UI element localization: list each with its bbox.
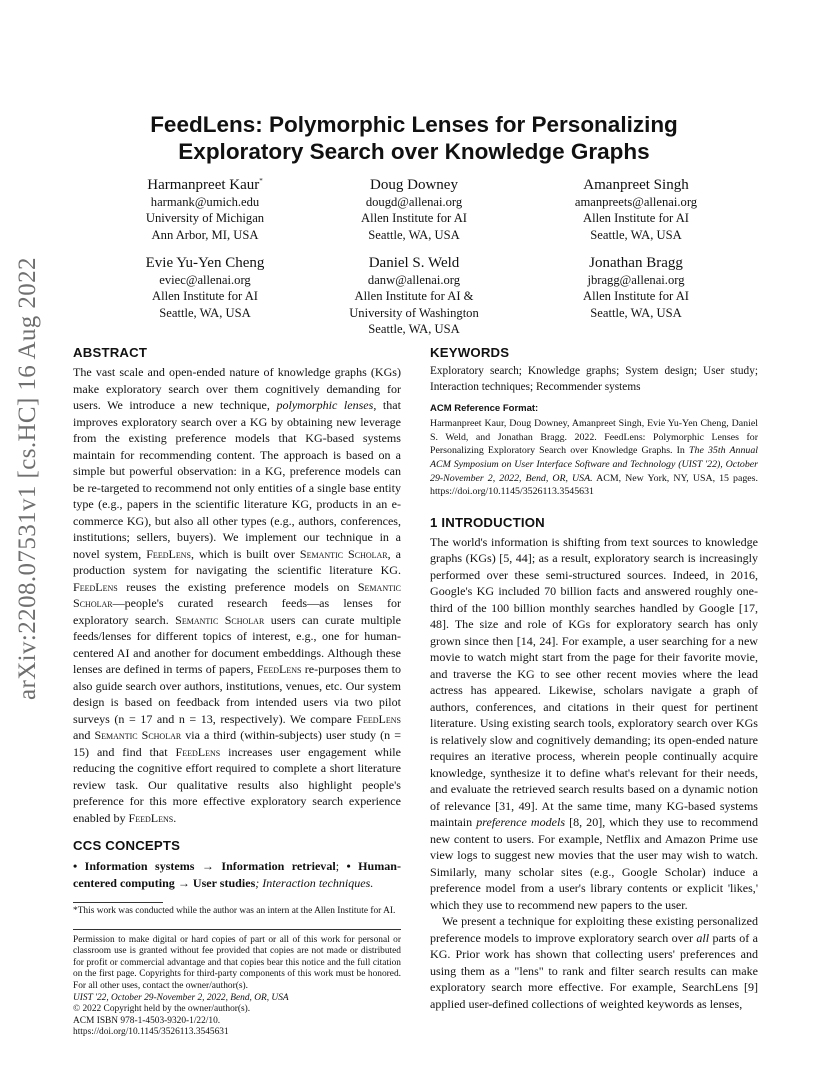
author-block (516, 254, 756, 321)
footnote-rule (73, 902, 163, 903)
author-block (85, 176, 325, 243)
permission-text: Permission to make digital or hard copies of part or all of this work for personal or classroom use is granted without fee provided that copies are not made or distributed for profit or commercial advantage and that copies bear this notice and the full citation on the first page. Copyrights for third-party components of this work must be honored. For all other uses, contact the owner/author(s). (73, 934, 401, 991)
title-line-2: Exploratory Search over Knowledge Graphs (178, 139, 650, 164)
author-name: Jonathan Bragg (589, 255, 683, 271)
author-affiliation: University of Michigan (145, 211, 265, 226)
ccs-concepts: • Information systems → Information retrieval; • Human-centered computing → User studies; Interaction techniques. (73, 859, 401, 890)
author-affiliation-2: University of Washington (349, 305, 479, 320)
author-email: danw@allenai.org (367, 273, 461, 287)
author-affiliation: Allen Institute for AI (583, 289, 689, 304)
author-location: Seattle, WA, USA (159, 305, 251, 320)
author-affiliation: Allen Institute for AI (583, 211, 689, 226)
author-email: eviec@allenai.org (159, 273, 251, 287)
copyright-line: © 2022 Copyright held by the owner/author(s). (73, 1004, 251, 1015)
footnote: *This work was conducted while the author was an intern at the Allen Institute for AI. (73, 906, 396, 916)
author-location: Seattle, WA, USA (590, 305, 682, 320)
author-name: Harmanpreet Kaur (147, 177, 260, 193)
author-affiliation: Allen Institute for AI (361, 211, 467, 226)
author-email: harmank@umich.edu (150, 195, 260, 209)
author-location: Ann Arbor, MI, USA (151, 227, 259, 242)
acm-ref-text: Harmanpreet Kaur, Doug Downey, Amanpreet Singh, Evie Yu-Yen Cheng, Daniel S. Weld, and Jonathan Bragg. 2022. FeedLens: Polymorphic Lenses for Personalizing Exploratory Search over Knowledge Graphs. In The 35th Annual ACM Symposium on User Interface Software and Technology (UIST '22), October 29-November 2, 2022, Bend, OR, USA. ACM, New York, NY, USA, 15 pages. https://doi.org/10.1145/3526113.3545631 (430, 418, 758, 498)
author-name: Evie Yu-Yen Cheng (145, 255, 265, 271)
acm-ref-heading: ACM Reference Format: (430, 403, 539, 415)
author-name: Amanpreet Singh (583, 177, 689, 193)
paper-title (100, 111, 728, 165)
author-block (516, 176, 756, 243)
author-block (85, 254, 325, 321)
intro-paragraph-1: The world's information is shifting from text sources to knowledge graphs (KGs) [5, 44]; as a result, exploratory search is increasingly performed over these semi-structured sources. Indeed, in 2016, Google's KG included 70 billion facts and answered roughly one-third of the 100 billion monthly searches handled by Google [17, 48]. The size and role of KGs for exploratory search has only grown since then [14, 24]. For example, a user searching for a new movie to watch might start from the page for their favorite movie, and traverse the KG to see other recent movies where the lead actress has appeared. Likewise, scholars navigate a graph of authors, conferences, and citations in their quest for pertinent literature. Using existing search tools, exploratory search over KGs is relatively slow and cognitively demanding; its open-ended nature requires an iterative process, wherein people continually acquire knowledge, synthesize it to define what's relevant for their needs, and evaluate the retrieved search results based on a dynamic notion of relevance [31, 49]. At the same time, many KG-based systems maintain preference models [8, 20], which they use to recommend new content to users. For example, Netflix and Amazon Prime use view logs to suggest new movies that the user may wish to watch. Similarly, many scholar sites (e.g., Google Scholar) induce a preference model from a user's library contents or explicit 'likes,' which they use to recommend new papers to the user. (430, 534, 758, 912)
doi-line: https://doi.org/10.1145/3526113.3545631 (73, 1027, 229, 1038)
author-name: Daniel S. Weld (368, 255, 460, 271)
arxiv-stamp: arXiv:2208.07531v1 [cs.HC] 16 Aug 2022 (14, 257, 41, 700)
isbn-line: ACM ISBN 978-1-4503-9320-1/22/10. (73, 1015, 221, 1026)
keywords-heading: KEYWORDS (430, 345, 510, 360)
author-block (294, 176, 534, 243)
author-email: dougd@allenai.org (365, 195, 463, 209)
author-location: Seattle, WA, USA (590, 227, 682, 242)
author-footnote-mark: * (259, 177, 263, 185)
author-affiliation: Allen Institute for AI (152, 289, 258, 304)
keywords-text: Exploratory search; Knowledge graphs; System design; User study; Interaction techniques; Recommender systems (430, 365, 758, 393)
title-line-1: FeedLens: Polymorphic Lenses for Personalizing (150, 112, 678, 137)
author-email: amanpreets@allenai.org (574, 195, 698, 209)
author-name: Doug Downey (370, 177, 458, 193)
author-email: jbragg@allenai.org (587, 273, 685, 287)
author-block (294, 254, 534, 338)
intro-heading: 1 INTRODUCTION (430, 514, 545, 530)
permission-block (73, 929, 401, 1039)
left-column (73, 345, 401, 1039)
venue-line: UIST '22, October 29-November 2, 2022, Bend, OR, USA (73, 992, 289, 1003)
author-location: Seattle, WA, USA (368, 322, 460, 337)
abstract-text: The vast scale and open-ended nature of knowledge graphs (KGs) make exploratory search over them cognitively demanding for users. We introduce a new technique, polymorphic lenses, that improves exploratory search over a KG by obtaining new leverage from the existing preference models that KG-based systems maintain for recommending content. The approach is based on a simple but powerful observation: in a KG, preference models can be re-targeted to recommend not only entities of a single base entity type (e.g., papers in the scientific literature KG, products in an e-commerce KG), but also all other types (e.g., authors, conferences, institutions; sellers, buyers). We implement our technique in a novel system, FeedLens, which is built over Semantic Scholar, a production system for navigating the scientific literature KG. FeedLens reuses the existing preference models on Semantic Scholar—people's curated research feeds—as lenses for exploratory search. Semantic Scholar users can curate multiple feeds/lenses for different topics of interest, e.g., one for human-centered AI and another for document embeddings. Although these lenses are defined in terms of papers, FeedLens re-purposes them to also guide search over authors, institutions, venues, etc. Our system design is based on feedback from intended users via two pilot surveys (n = 17 and n = 13, respectively). We compare FeedLens and Semantic Scholar via a third (within-subjects) user study (n = 15) and find that FeedLens increases user engagement while reducing the cognitive effort required to complete a short literature review task. Our qualitative results also highlight people's preference for this more effective exploratory search experience enabled by FeedLens. (73, 365, 402, 825)
ccs-heading: CCS CONCEPTS (73, 838, 181, 853)
abstract-heading: ABSTRACT (73, 345, 148, 360)
author-location: Seattle, WA, USA (368, 227, 460, 242)
right-column (430, 345, 758, 1012)
author-affiliation: Allen Institute for AI & (354, 289, 474, 304)
intro-paragraph-2: We present a technique for exploiting these existing personalized preference models to improve exploratory search over all parts of a KG. Prior work has shown that collecting users' preferences and using them as a "lens" to rank and filter search results can make exploratory search more effective. For example, SearchLens [9] applied user-defined collections of weighted keywords as lenses, (430, 914, 758, 1011)
